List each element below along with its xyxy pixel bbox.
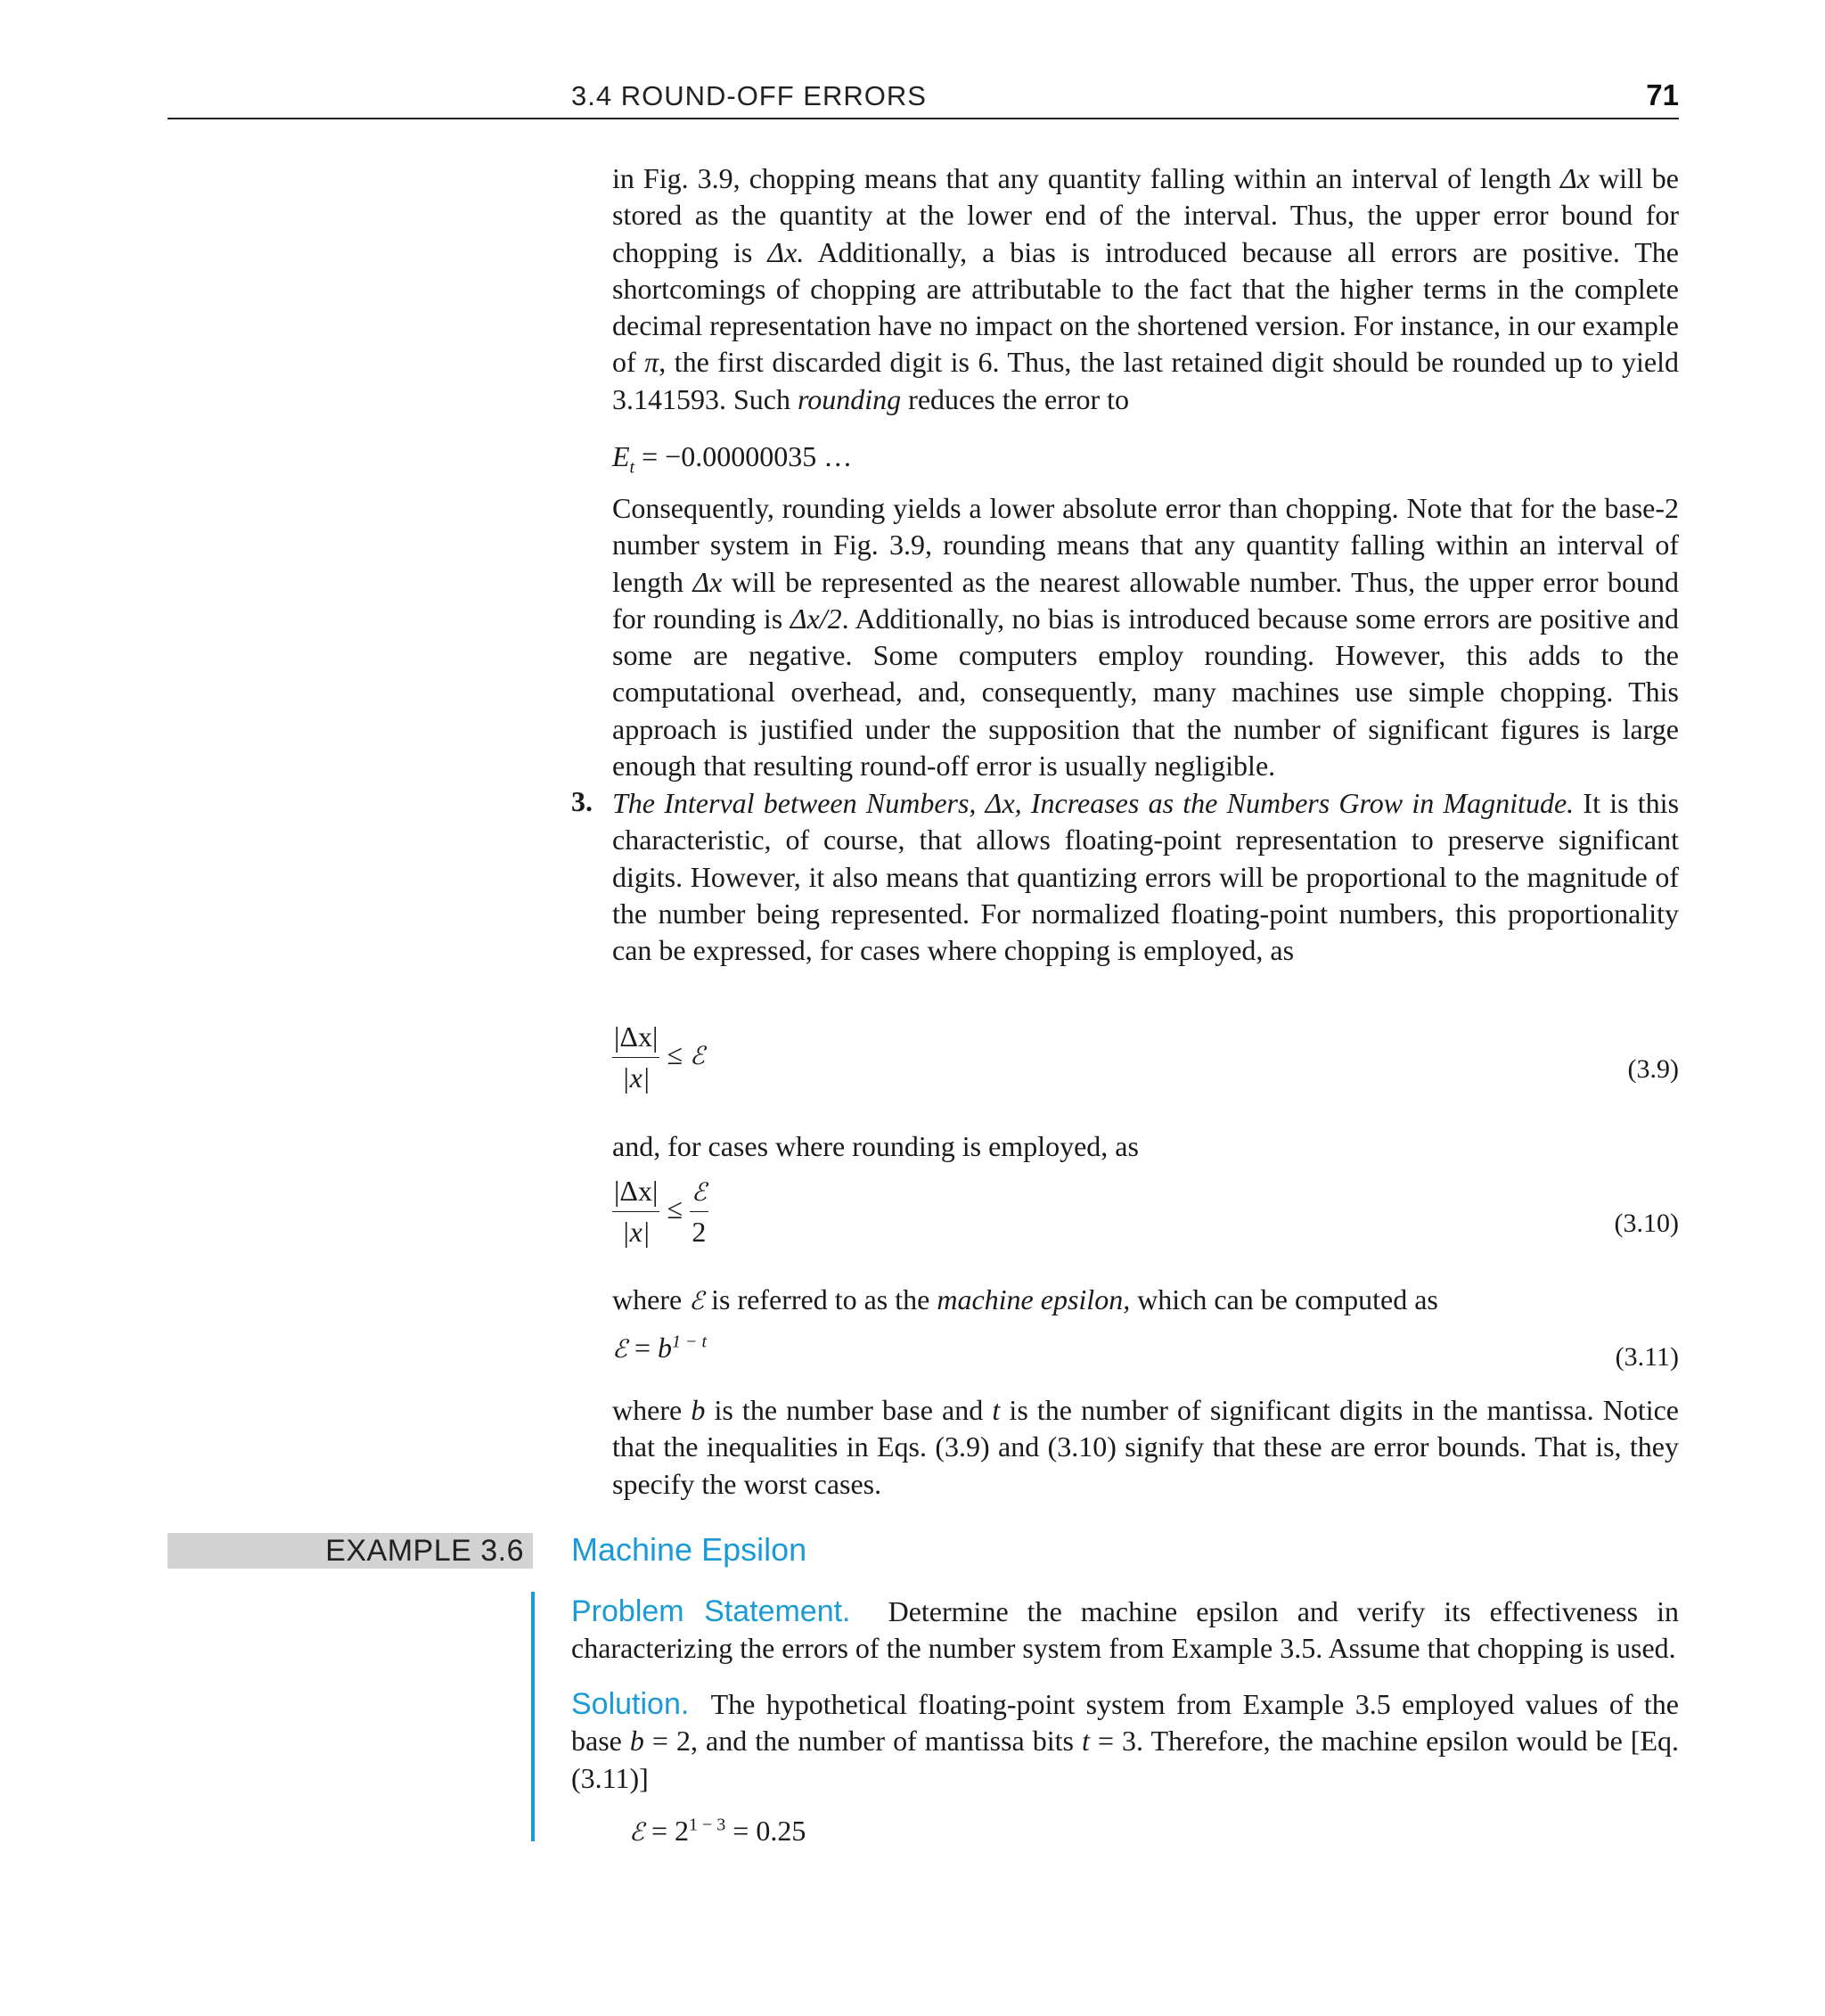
problem-heading: Problem Statement.	[571, 1594, 851, 1628]
solution-heading: Solution.	[571, 1687, 690, 1721]
list-item-3: The Interval between Numbers, Δx, Increases as the Numbers Grow in Magnitude. It is this characteristic, of course, that allows floating-point representation to preserve significant digits. However, it also means that quantizing errors will be proportional to the magnitude of the number being represented. For normalized floating-point numbers, this proportionality can be expressed, for cases where chopping is employed, as	[612, 787, 1680, 967]
section-title: 3.4 ROUND-OFF ERRORS	[571, 80, 927, 111]
list-item-number: 3.	[571, 785, 593, 817]
example-label: EXAMPLE 3.6	[325, 1534, 524, 1568]
paragraph-chopping: in Fig. 3.9, chopping means that any quantity falling within an interval of length Δx will be stored as the quantity at the lower end of the interval. Thus, the upper error bound for chopping is Δx. Additionally, a bias is introduced because all errors are positive. The shortcomings of chopping are attributable to the fact that the higher terms in the complete decimal representation have no impact on the shortened version. For instance, in our example of π, the first discarded digit is 6. Thus, the last retained digit should be rounded up to yield 3.141593. Such rounding reduces the error to	[612, 162, 1680, 415]
equation-number: (3.10)	[1614, 1209, 1679, 1238]
solution: Solution. The hypothetical floating-point system from Example 3.5 employed values of the base b = 2, and the number of mantissa bits t = 3. Therefore, the machine epsilon would be [Eq. (3.11)]	[571, 1687, 1680, 1794]
list-item-title: The Interval between Numbers, Δx, Increases as the Numbers Grow in Magnitude.	[612, 787, 1575, 819]
equation-machine-epsilon-result: ℰ = $2^{1 - 3} = 0.25$	[629, 1815, 806, 1847]
example-title: Machine Epsilon	[571, 1531, 807, 1568]
equation-3-9: $\frac{|\Delta x|}{|x|}$ ≤ ℰ (3.9)	[614, 1020, 1679, 1094]
equation-number: (3.9)	[1627, 1054, 1679, 1084]
paragraph-rounding: Consequently, rounding yields a lower absolute error than chopping. Note that for the base-2 number system in Fig. 3.9, rounding means that any quantity falling within an interval of length Δx will be represented as the nearest allowable number. Thus, the upper error bound for rounding is Δx/2. Additionally, no bias is introduced because some errors are positive and some are negative. Some computers employ rounding. However, this adds to the computational overhead, and, consequently, many machines use simple chopping. This approach is justified under the supposition that the number of significant figures is large enough that resulting round-off error is usually negligible.	[612, 492, 1680, 783]
equation-3-11: ℰ = $b^{1 - t}$ (3.11)	[612, 1332, 1679, 1372]
running-header	[168, 78, 1679, 119]
example-label-bar	[168, 1533, 533, 1569]
paragraph-error-bounds: where b is the number base and t is the number of significant digits in the mantissa. Notice that the inequalities in Eqs. (3.9) and (3.10) signify that these are error bounds. That is, they specify the worst cases.	[612, 1394, 1680, 1500]
equation-number: (3.11)	[1615, 1342, 1679, 1372]
equation-3-10: $\frac{|\Delta x|}{|x|}$ ≤ $\frac{\text{ℰ}}{2}$ (3.10)	[614, 1175, 1679, 1248]
example-side-rule	[531, 1592, 535, 1841]
paragraph-and: and, for cases where rounding is employed, as	[612, 1130, 1139, 1162]
paragraph-machine-epsilon: where ℰ is referred to as the machine epsilon, which can be computed as	[612, 1283, 1438, 1315]
page-number: 71	[1646, 78, 1679, 111]
equation-true-error: $E_t = -0.00000035$ …	[612, 440, 853, 478]
problem-statement: Problem Statement. Determine the machine epsilon and verify its effectiveness in characterizing the errors of the number system from Example 3.5. Assume that chopping is used.	[571, 1594, 1680, 1665]
